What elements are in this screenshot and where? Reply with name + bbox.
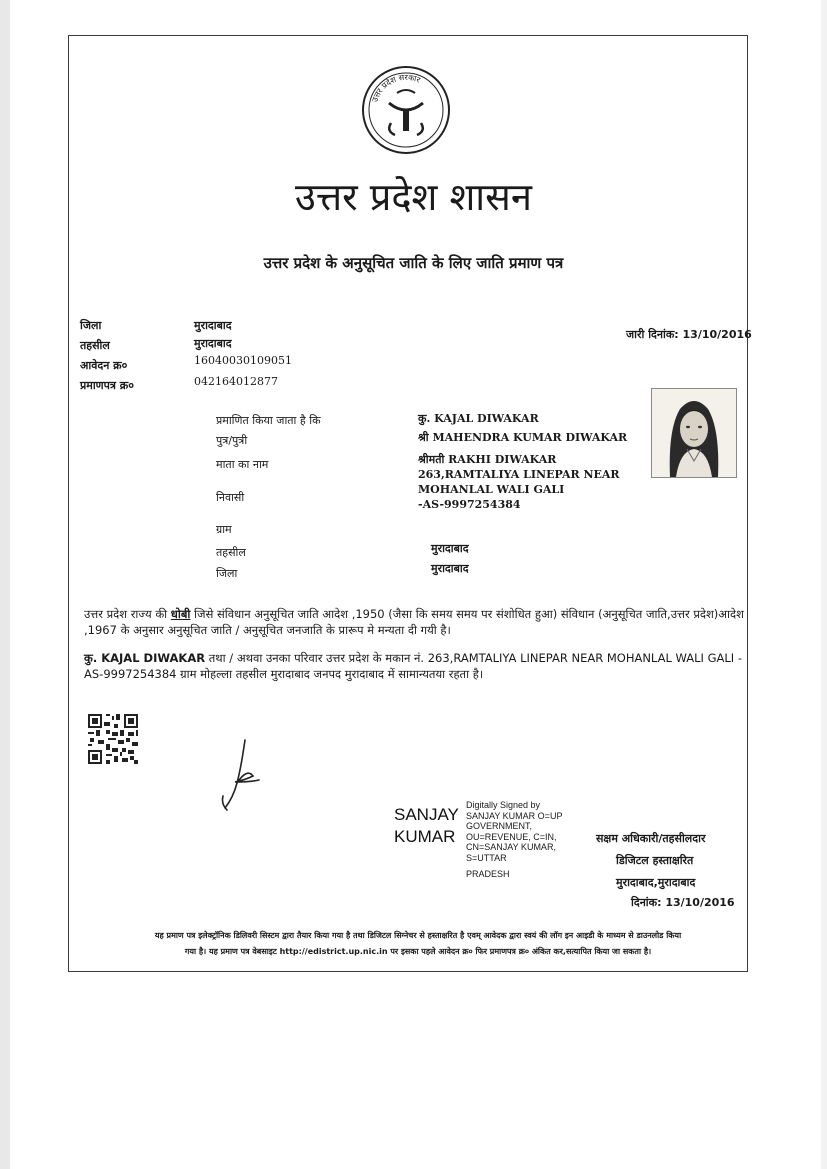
mother-label: माता का नाम xyxy=(216,458,269,471)
certificate-subtitle: उत्तर प्रदेश के अनुसूचित जाति के लिए जाति प्रमाण पत्र xyxy=(263,254,564,272)
digital-signature-text: Digitally Signed by SANJAY KUMAR O=UP GOVERNMENT, OU=REVENUE, C=IN, CN=SANJAY KUMAR, S=UTTAR xyxy=(466,800,563,863)
applicant-name: कु. KAJAL DIWAKAR xyxy=(418,412,539,425)
page-title: उत्तर प्रदेश शासन xyxy=(295,175,532,219)
issue-date: जारी दिनांक: 13/10/2016 xyxy=(626,328,752,341)
officer-title: सक्षम अधिकारी/तहसीलदार xyxy=(596,832,706,845)
mother-name: श्रीमती RAKHI DIWAKAR xyxy=(418,453,557,466)
address-line-3: -AS-9997254384 xyxy=(418,498,521,511)
certificate-no-value: 042164012877 xyxy=(194,375,278,388)
certificate-no-label: प्रमाणपत्र क्र० xyxy=(80,379,134,392)
resident-label: निवासी xyxy=(216,491,245,504)
digital-signature-state: PRADESH xyxy=(466,869,510,879)
address-line-2: MOHANLAL WALI GALI xyxy=(418,483,565,496)
digitally-signed-label: डिजिटल हस्ताक्षरित xyxy=(616,854,694,867)
up-government-emblem-icon xyxy=(361,65,451,155)
applicant-photo xyxy=(651,388,737,478)
detail-tehsil-value: मुरादाबाद xyxy=(431,542,469,555)
qr-code-icon xyxy=(86,712,140,766)
caste-name: धोबी xyxy=(170,607,191,621)
certificate-footer xyxy=(84,928,752,960)
district-value: मुरादाबाद xyxy=(194,319,232,332)
officer-date: दिनांक: 13/10/2016 xyxy=(631,896,735,909)
svg-text:उत्तर प्रदेश सरकार: उत्तर प्रदेश सरकार xyxy=(370,72,422,104)
officer-place: मुरादाबाद,मुरादाबाद xyxy=(616,876,696,889)
address-line-1: 263,RAMTALIYA LINEPAR NEAR xyxy=(418,468,620,481)
father-name: श्री MAHENDRA KUMAR DIWAKAR xyxy=(418,431,628,444)
detail-tehsil-label: तहसील xyxy=(216,546,246,559)
footer-line-2: गया है। यह प्रमाण पत्र वेबसाइट http://edistrict.up.nic.in पर इसका पहले आवेदन क्र० फिर प्रमाणपत्र क्र० अंकित कर,सत्यापित किया जा सकता है। xyxy=(184,947,652,956)
signer-name: SANJAY KUMAR xyxy=(394,805,459,846)
parent-label: पुत्र/पुत्री xyxy=(216,434,248,447)
residence-statement: कु. KAJAL DIWAKAR तथा / अथवा उनका परिवार उत्तर प्रदेश के मकान नं. 263,RAMTALIYA LINEPAR NEAR MOHANLAL WALI GALI -AS-9997254384 ग्राम मोहल्ला तहसील मुरादाबाद जनपद मुरादाबाद में सामान्यतया रहता है। xyxy=(84,651,742,681)
residence-applicant-name: कु. KAJAL DIWAKAR xyxy=(84,651,206,665)
application-no-label: आवेदन क्र० xyxy=(80,359,128,372)
village-label: ग्राम xyxy=(216,523,232,536)
detail-district-label: जिला xyxy=(216,567,238,580)
tehsil-label: तहसील xyxy=(80,339,110,352)
caste-statement: उत्तर प्रदेश राज्य की धोबी जिसे संविधान अनुसूचित जाति आदेश ,1950 (जैसा कि समय समय पर संशोधित हुआ) संविधान (अनुसूचित जाति,उत्तर प्रदेश)आदेश ,1967 के अनुसार अनुसूचित जाति / अनुसूचित जनजाति के प्रारूप मे मन्यता दी गयी है। xyxy=(84,607,744,637)
district-label: जिला xyxy=(80,319,102,332)
handwritten-signature xyxy=(215,738,265,813)
certified-label: प्रमाणित किया जाता है कि xyxy=(216,414,321,427)
detail-district-value: मुरादाबाद xyxy=(431,562,469,575)
footer-line-1: यह प्रमाण पत्र इलेक्ट्रॉनिक डिलिवरी सिस्टम द्वारा तैयार किया गया है तथा डिजिटल सिग्नेचर से हस्ताक्षरित है एवम् आवेदक द्वारा स्वयं की लॉग इन आइडी के माध्यम से डाउनलोड किया xyxy=(154,931,682,940)
tehsil-value: मुरादाबाद xyxy=(194,337,232,350)
application-no-value: 16040030109051 xyxy=(194,354,292,367)
